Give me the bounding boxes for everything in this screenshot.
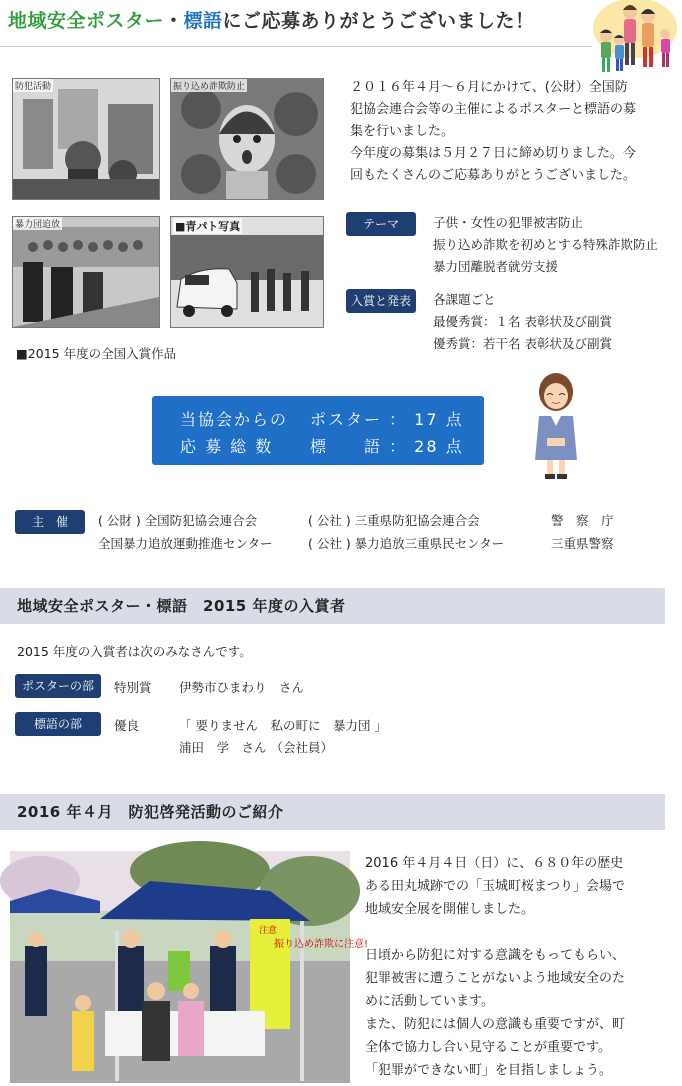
activity-line: 全体で協力し合い見守ることが重要です。 — [365, 1040, 611, 1055]
banner-fraud-warning: 振り込め詐欺に注意! — [274, 939, 369, 950]
activity-line: 犯罪被害に遭うことがないよう地域安全のた — [365, 971, 626, 986]
activity-line: 2016 年４月４日（日）に、６８０年の歴史 — [365, 856, 624, 871]
slogan-winner: 浦田 学 さん （会社員） — [179, 740, 333, 755]
panel-label-anti-gang: 暴力団追放 — [13, 217, 62, 230]
count-label-2: 応 募 総 数 — [180, 437, 274, 456]
sponsor-org: 三重県警察 — [551, 536, 614, 551]
activity-line: めに活動しています。 — [365, 994, 494, 1009]
award-item: 最優秀賞：１名 表彰状及び副賞 — [433, 314, 612, 329]
bowing-woman-illustration — [525, 368, 587, 484]
activity-line: 地域安全展を開催しました。 — [365, 902, 535, 917]
sponsor-org: ( 公財 ) 全国防犯協会連合会 — [98, 513, 258, 528]
slogan-award-name: 優良 — [114, 718, 140, 733]
title-separator: ・ — [164, 10, 184, 32]
award-list — [433, 289, 612, 355]
theme-item: 暴力団離脱者就労支援 — [433, 259, 559, 274]
activity-line: 「犯罪ができない町」を目指しましょう。 — [365, 1063, 613, 1078]
family-illustration — [590, 0, 680, 82]
collage-caption: ■2015 年度の全国入賞作品 — [16, 346, 177, 361]
theme-list — [433, 212, 658, 278]
sponsor-org: ( 公社 ) 暴力追放三重県民センター — [308, 536, 505, 551]
title-thanks: にご応募ありがとうございました！ — [222, 10, 535, 32]
award-item: 優秀賞：若干名 表彰状及び副賞 — [433, 336, 612, 351]
title-poster: 地域安全ポスター — [8, 10, 165, 32]
intro-line: 犯協会連合会等の主催によるポスターと標語の募 — [350, 102, 637, 117]
slogan-category-tag: 標語の部 — [15, 712, 101, 736]
intro-line: 回もたくさんのご応募ありがとうございました。 — [350, 168, 637, 183]
intro-text — [350, 77, 672, 187]
festival-photo — [10, 851, 369, 1083]
poster-category-tag: ポスターの部 — [15, 674, 101, 698]
activity-text — [365, 852, 675, 1082]
sponsor-org: 警 察 庁 — [551, 513, 614, 528]
slogan-count: 標 語 ： 28 点 — [310, 437, 464, 456]
poster-crime-prevention — [12, 78, 160, 200]
entry-count-box — [152, 396, 484, 465]
sponsor-tag: 主 催 — [15, 510, 85, 534]
award-item: 各課題ごと — [433, 292, 496, 307]
activity-line: ある田丸城跡での「玉城町桜まつり」会場で — [365, 879, 626, 894]
activity-section-heading: 2016 年４月 防犯啓発活動のご紹介 — [0, 794, 665, 830]
page-title — [8, 6, 535, 33]
count-label-1: 当協会からの — [180, 410, 289, 429]
panel-label-blue-patrol: ■青パト写真 — [175, 220, 241, 233]
intro-line: ２０１６年４月～６月にかけて、(公財）全国防 — [350, 80, 628, 95]
activity-line: また、防犯には個人の意識も重要ですが、町 — [365, 1017, 626, 1032]
intro-line: 今年度の募集は５月２７日に締め切りました。今 — [350, 146, 637, 161]
theme-item: 振り込め詐欺を初めとする特殊詐欺防止 — [433, 237, 659, 252]
theme-tag: テーマ — [346, 212, 416, 236]
photo-blue-patrol — [170, 216, 324, 328]
activity-spacer — [365, 921, 675, 944]
award-tag: 入賞と発表 — [346, 289, 416, 313]
panel-label-crime-prevention: 防犯活動 — [13, 79, 53, 92]
banner-caution-text: 注意 — [259, 926, 278, 936]
theme-item: 子供・女性の犯罪被害防止 — [433, 215, 584, 230]
poster-award-name: 特別賞 — [114, 680, 152, 695]
poster-count: ポスター ： 17 点 — [310, 410, 464, 429]
winners-section-heading: 地域安全ポスター・標語 2015 年度の入賞者 — [0, 588, 665, 624]
title-slogan: 標語 — [183, 10, 223, 32]
activity-line: 日頃から防犯に対する意識をもってもらい、 — [365, 948, 626, 963]
winners-intro: 2015 年度の入賞者は次のみなさんです。 — [17, 644, 252, 659]
intro-line: 集を行いました。 — [350, 124, 455, 139]
poster-collage — [10, 68, 324, 330]
sponsor-org: ( 公社 ) 三重県防犯協会連合会 — [308, 513, 480, 528]
sponsor-org: 全国暴力追放運動推進センター — [98, 536, 273, 551]
poster-fraud-prevention — [170, 78, 324, 200]
slogan-text: 「 要りません 私の町に 暴力団 」 — [179, 718, 387, 733]
panel-label-fraud-prevention: 振り込め詐欺防止 — [171, 79, 247, 92]
poster-winner: 伊勢市ひまわり さん — [179, 680, 305, 695]
poster-anti-gang — [12, 216, 160, 328]
header-divider — [0, 46, 592, 47]
